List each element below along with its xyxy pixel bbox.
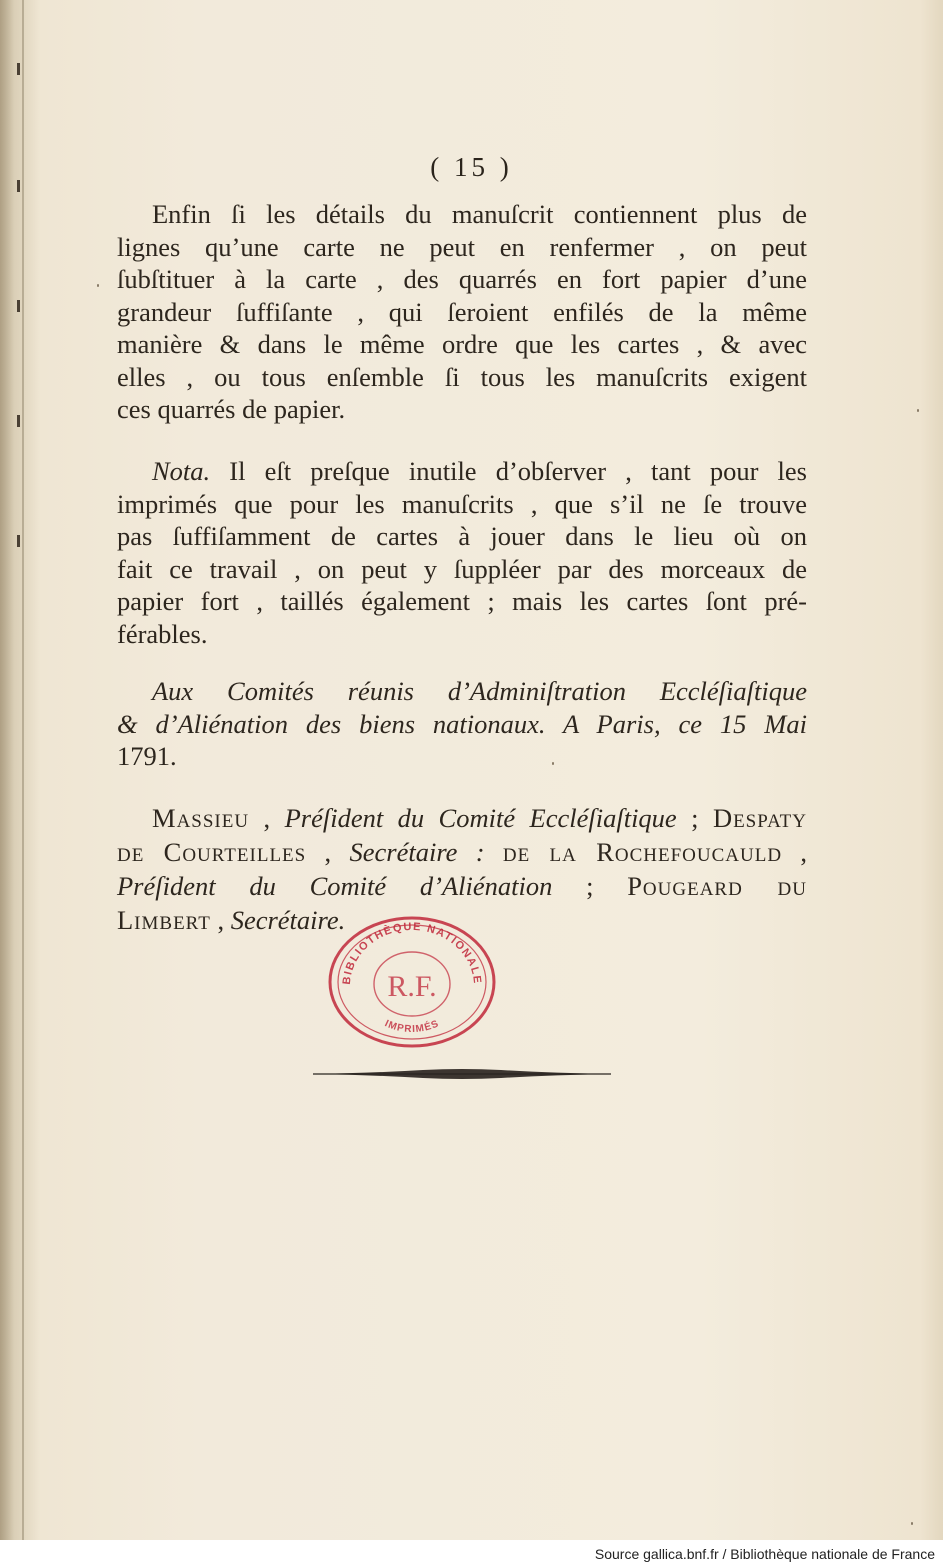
signature-line xyxy=(117,869,807,903)
binding-thread-mark xyxy=(17,535,20,547)
separator: , xyxy=(306,837,350,867)
signatory-name: Limbert xyxy=(117,905,211,935)
separator: ; xyxy=(676,803,713,833)
text-line: Enfin ſi les détails du manuſcrit contiennent plus de xyxy=(152,199,807,229)
binding-fold xyxy=(22,0,24,1540)
stamp-inner-text: R.F. xyxy=(387,970,437,1003)
signatory-name: Massieu xyxy=(152,803,250,833)
text-line: papier fort , taillés également ; mais les cartes ſont pré- xyxy=(117,586,807,616)
separator: , xyxy=(210,905,231,935)
signatory-name: de Courteilles xyxy=(117,837,307,867)
text-line: fait ce travail , on peut y ſuppléer par des morceaux de xyxy=(117,553,807,584)
text-line: grandeur ſuffiſante , qui ſeroient enfilés de la même xyxy=(117,296,807,327)
signatory-name: de la Rochefoucauld xyxy=(502,837,783,867)
text-line: imprimés que pour les manuſcrits , que s’il ne ſe trouve xyxy=(117,488,807,519)
binding-thread-mark xyxy=(17,415,20,427)
paragraph-nota xyxy=(117,455,807,650)
binding-shadow xyxy=(0,0,40,1540)
stamp-bottom-text: IMPRIMÉS xyxy=(382,1018,442,1036)
signatory-name: Pougeard du xyxy=(627,871,807,901)
text-line: Aux Comités réunis d’Adminiſtration Eccléſiaſtique xyxy=(152,676,807,706)
paper-speck xyxy=(911,1522,913,1525)
paragraph-manuscripts xyxy=(117,198,807,426)
library-stamp xyxy=(322,912,502,1052)
binding-thread-mark xyxy=(17,63,20,75)
page-number: ( 15 ) xyxy=(430,152,513,182)
signature-line xyxy=(117,835,807,869)
text-line: & d’Aliénation des biens nationaux. A Paris, ce 15 Mai xyxy=(117,708,807,739)
paragraph-address xyxy=(117,675,807,773)
signatory-name: Despaty xyxy=(712,803,808,833)
closing-rule xyxy=(313,1068,611,1080)
separator: , xyxy=(782,837,808,867)
nota-label: Nota. xyxy=(152,456,211,486)
text-line: férables. xyxy=(117,618,208,649)
text-line: 1791. xyxy=(117,741,177,771)
svg-text:IMPRIMÉS xyxy=(383,1018,441,1035)
text-line: ſubſtituer à la carte , des quarrés en fort papier d’une xyxy=(117,264,807,294)
text-line: ces quarrés de papier. xyxy=(117,394,346,424)
signature-line xyxy=(117,801,807,835)
signatory-title: Secrétaire. xyxy=(230,905,346,935)
separator xyxy=(485,837,503,867)
text-line: pas ſuffiſamment de cartes à jouer dans le lieu où on xyxy=(117,521,807,551)
signatory-title: Préſident du Comité d’Aliénation xyxy=(117,871,553,901)
nota-first-line: Il eſt preſque inutile d’obſerver , tant pour les xyxy=(210,456,807,486)
binding-thread-mark xyxy=(17,300,20,312)
text-line xyxy=(117,455,807,488)
source-attribution: Source gallica.bnf.fr / Bibliothèque nationale de France xyxy=(594,1546,935,1562)
separator: , xyxy=(249,803,285,833)
stamp-outer-text: BIBLIOTHÈQUE NATIONALE xyxy=(340,920,484,986)
signatory-title: Préſident du Comité Eccléſiaſtique xyxy=(284,803,677,833)
paper-speck xyxy=(97,284,99,287)
text-line: elles , ou tous enſemble ſi tous les manuſcrits exigent xyxy=(117,361,807,392)
text-line: manière & dans le même ordre que les cartes , & avec xyxy=(117,329,807,359)
paper-speck xyxy=(917,409,919,412)
separator: ; xyxy=(552,871,628,901)
text-line: lignes qu’une carte ne peut en renfermer , on peut xyxy=(117,231,807,262)
signatory-title: Secrétaire : xyxy=(349,837,485,867)
